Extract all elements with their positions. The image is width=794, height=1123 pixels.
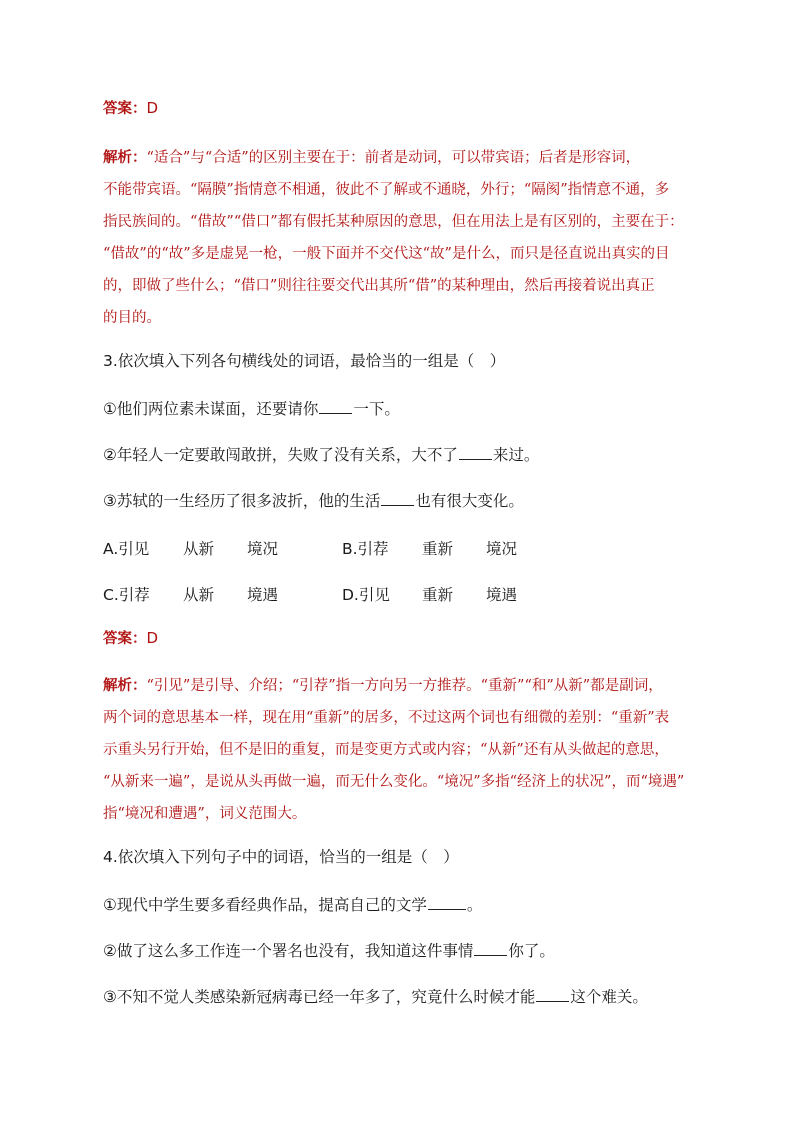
analysis-label: 解析： [103, 677, 147, 694]
option-a-word-2: 从新 [183, 540, 215, 558]
question-3-title: 3.依次填入下列各句横线处的词语，最恰当的一组是（ ） [103, 352, 506, 370]
analysis-1-line-4: “借故”的“故”多是虚晃一枪，一般下面并不交代这“故”是什么，而只是径直说出真实的目 [103, 246, 670, 262]
option-c-word-3: 境遇 [247, 586, 279, 604]
analysis-2-line-2: 两个词的意思基本一样，现在用“重新”的居多，不过这两个词也有细微的差别：“重新”表 [103, 710, 670, 726]
analysis-1-line-3: 指民族间的。“借故”“借口”都有假托某种原因的意思，但在用法上是有区别的，主要在于： [103, 214, 684, 230]
question-3-sentence-2: ②年轻人一定要敢闯敢拼，失败了没有关系，大不了 来过。 [103, 446, 540, 464]
analysis-2-line-3: 示重头另行开始，但不是旧的重复，而是变更方式或内容；“从新”还有从头做起的意思， [103, 742, 669, 758]
option-d-word-3: 境遇 [486, 586, 518, 604]
fill-blank [474, 941, 507, 956]
option-b-word-2: 重新 [422, 540, 454, 558]
option-d-word-2: 重新 [422, 586, 454, 604]
analysis-1-line-1 [103, 148, 640, 168]
fill-blank [319, 399, 352, 414]
option-a-word-3: 境况 [247, 540, 279, 558]
option-c-label: C.引荐 [103, 586, 150, 604]
answer-2 [103, 628, 158, 649]
option-d-label: D.引见 [342, 586, 390, 604]
question-3-sentence-3: ③苏轼的一生经历了很多波折，他的生活 也有很大变化。 [103, 492, 524, 510]
question-4-sentence-3: ③不知不觉人类感染新冠病毒已经一年多了，究竟什么时候才能 这个难关。 [103, 988, 648, 1006]
fill-blank [381, 491, 414, 506]
option-b-word-3: 境况 [486, 540, 518, 558]
analysis-1-line-5: 的，即做了些什么；“借口”则往往要交代出其所“借”的某种理由，然后再接着说出真正 [103, 278, 655, 294]
analysis-1-line-2: 不能带宾语。“隔膜”指情意不相通，彼此不了解或不通晓，外行；“隔阂”指情意不通，多 [103, 182, 670, 198]
question-4-sentence-2: ②做了这么多工作连一个署名也没有，我知道这件事情 你了。 [103, 942, 555, 960]
analysis-2-line-4: “从新来一遍”，是说从头再做一遍，而无什么变化。“境况”多指“经济上的状况”，而“境遇” [103, 774, 685, 790]
analysis-text: “适合”与“合适”的区别主要在于：前者是动词，可以带宾语；后者是形容词， [146, 150, 641, 166]
analysis-2-line-5: 指“境况和遭遇”，词义范围大。 [103, 806, 307, 822]
fill-blank [428, 895, 466, 910]
fill-blank [459, 445, 492, 460]
fill-blank [536, 987, 569, 1002]
option-b-label: B.引荐 [342, 540, 389, 558]
question-3-sentence-1: ①他们两位素未谋面，还要请你 一下。 [103, 400, 400, 418]
option-a-label: A.引见 [103, 540, 150, 558]
answer-1 [103, 98, 158, 119]
analysis-label: 解析： [103, 149, 147, 166]
answer-label: 答案： [103, 630, 147, 647]
analysis-2-line-1 [103, 676, 663, 696]
analysis-text: “引见”是引导、介绍；“引荐”指一方向另一方推荐。“重新”“和”从新”都是副词， [146, 678, 663, 694]
answer-value: D [146, 629, 159, 647]
option-c-word-2: 从新 [183, 586, 215, 604]
answer-value: D [146, 99, 159, 117]
analysis-1-line-6: 的目的。 [103, 310, 161, 326]
answer-label: 答案： [103, 100, 147, 117]
question-4-title: 4.依次填入下列句子中的词语，恰当的一组是（ ） [103, 848, 459, 866]
question-4-sentence-1: ①现代中学生要多看经典作品，提高自己的文学 。 [103, 896, 483, 914]
